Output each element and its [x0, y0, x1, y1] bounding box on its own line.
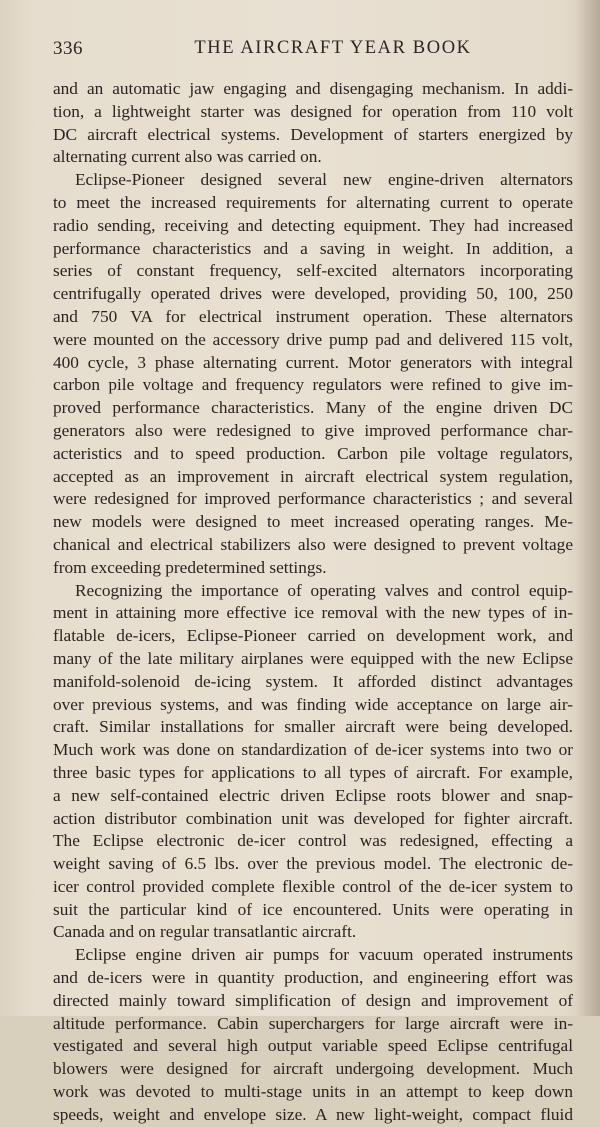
- text-line: icer control provided complete flexible control of the de-icer system to: [53, 876, 573, 896]
- text-line: Recognizing the importance of operating valves and control equip-: [75, 580, 573, 600]
- text-line: and 750 VA for electrical instrument operation. These alternators: [53, 306, 573, 326]
- text-line: new models were designed to meet increased operating ranges. Me-: [53, 512, 573, 532]
- text-line: chanical and electrical stabilizers also were designed to prevent voltage: [53, 534, 573, 554]
- text-line: The Eclipse electronic de-icer control was redesigned, effecting a: [53, 831, 573, 851]
- text-line: manifold-solenoid de-icing system. It afforded distinct advantages: [53, 671, 573, 691]
- text-line: three basic types for applications to all types of aircraft. For example,: [53, 762, 573, 782]
- running-title: THE AIRCRAFT YEAR BOOK: [194, 38, 472, 58]
- paragraph: [53, 169, 573, 579]
- text-line: blowers were designed for aircraft undergoing development. Much: [53, 1059, 573, 1079]
- text-line: vestigated and several high output variable speed Eclipse centrifugal: [53, 1036, 573, 1056]
- text-line: accepted as an improvement in aircraft electrical system regulation,: [53, 466, 573, 486]
- text-line: proved performance characteristics. Many of the engine driven DC: [53, 398, 573, 418]
- text-line: carbon pile voltage and frequency regulators were refined to give im-: [53, 375, 573, 395]
- text-line: from exceeding predetermined settings.: [53, 557, 327, 577]
- text-line: suit the particular kind of ice encountered. Units were operating in: [53, 899, 573, 919]
- text-line: action distributor combination unit was developed for fighter aircraft.: [53, 808, 573, 828]
- text-line: and an automatic jaw engaging and disengaging mechanism. In addi-: [53, 79, 573, 98]
- text-line: alternating current also was carried on.: [53, 147, 322, 167]
- text-line: many of the late military airplanes were equipped with the new Eclipse: [53, 648, 573, 668]
- text-line: generators also were redesigned to give improved performance char-: [53, 420, 573, 440]
- text-line: series of constant frequency, self-excited alternators incorporating: [53, 261, 573, 281]
- text-line: weight saving of 6.5 lbs. over the previous model. The electronic de-: [53, 854, 573, 874]
- text-line: to meet the increased requirements for alternating current to operate: [53, 192, 573, 212]
- text-line: Canada and on regular transatlantic aircraft.: [53, 922, 357, 942]
- text-line: a new self-contained electric driven Eclipse roots blower and snap-: [53, 785, 573, 805]
- page-header: [53, 38, 573, 68]
- page-edge-shadow: [576, 0, 600, 1016]
- text-line: and de-icers were in quantity production, and engineering effort was: [53, 968, 573, 988]
- text-line: directed mainly toward simplification of design and improvement of: [53, 990, 573, 1010]
- text-line: work was devoted to multi-stage units in an attempt to keep down: [53, 1082, 573, 1102]
- text-line: were redesigned for improved performance characteristics ; and several: [53, 489, 573, 509]
- text-line: craft. Similar installations for smaller aircraft were being developed.: [53, 717, 573, 737]
- text-line: Much work was done on standardization of de-icer systems into two or: [53, 740, 573, 760]
- text-line: flatable de-icers, Eclipse-Pioneer carried on development work, and: [53, 626, 573, 646]
- text-line: speeds, weight and envelope size. A new light-weight, compact fluid: [53, 1104, 573, 1124]
- paragraph: [53, 944, 573, 1126]
- text-line: altitude performance. Cabin superchargers for large aircraft were in-: [53, 1013, 573, 1033]
- text-line: radio sending, receiving and detecting equipment. They had increased: [53, 215, 573, 235]
- text-line: over previous systems, and was finding wide acceptance on large air-: [53, 694, 573, 714]
- body-text: [53, 78, 573, 1127]
- paragraph: [53, 580, 573, 945]
- text-line: Eclipse-Pioneer designed several new engine-driven alternators: [75, 170, 573, 190]
- text-line: tion, a lightweight starter was designed for operation from 110 volt: [53, 101, 573, 121]
- paragraph: [53, 78, 573, 169]
- text-line: were mounted on the accessory drive pump pad and delivered 115 volt,: [53, 329, 573, 349]
- text-line: acteristics and to speed production. Carbon pile voltage regulators,: [53, 443, 573, 463]
- text-line: 400 cycle, 3 phase alternating current. Motor generators with integral: [53, 352, 573, 372]
- text-line: Eclipse engine driven air pumps for vacuum operated instruments: [75, 945, 573, 965]
- text-line: centrifugally operated drives were developed, providing 50, 100, 250: [53, 284, 573, 304]
- text-line: DC aircraft electrical systems. Development of starters energized by: [53, 124, 573, 144]
- page-number: 336: [53, 38, 83, 59]
- text-line: performance characteristics and a saving in weight. In addition, a: [53, 238, 573, 258]
- text-line: ment in attaining more effective ice removal with the new types of in-: [53, 603, 573, 623]
